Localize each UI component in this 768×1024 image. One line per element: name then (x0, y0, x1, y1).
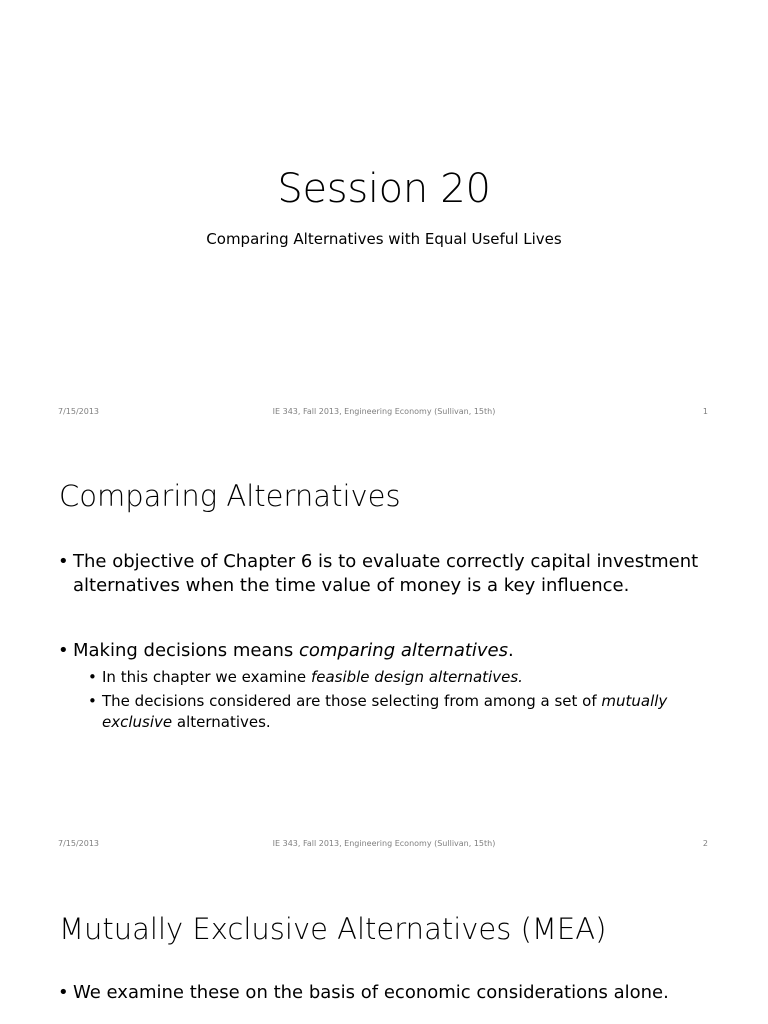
emphasis-text: mutually exclusive (102, 692, 668, 731)
slide-1 (0, 0, 768, 432)
footer-course: IE 343, Fall 2013, Engineering Economy (Sullivan, 15th) (272, 407, 496, 416)
sub-bullet-item (88, 667, 698, 688)
bullet-marker: • (58, 640, 69, 661)
slide-number: 2 (702, 839, 708, 848)
bullet-marker: • (58, 551, 69, 572)
slide-title: Mutually Exclusive Alternatives (MEA) (59, 912, 607, 946)
footer-date: 7/15/2013 (58, 407, 100, 416)
bullet-item (58, 639, 708, 663)
bullet-item (58, 981, 738, 1005)
slide-title: Comparing Alternatives (59, 479, 401, 513)
bullet-text: The objective of Chapter 6 is to evaluate correctly capital investment alternatives when the time value of money is a key influence. (73, 551, 699, 596)
bullet-marker: • (58, 982, 69, 1003)
bullet-text: We examine these on the basis of economic considerations alone. (73, 982, 669, 1003)
bullet-marker: • (88, 692, 97, 710)
footer-date: 7/15/2013 (58, 839, 100, 848)
sub-bullet-text: The decisions considered are those selecting from among a set of mutually exclusive alternatives. (102, 692, 668, 731)
emphasis-text: feasible design alternatives. (310, 668, 523, 686)
sub-bullet-text: In this chapter we examine feasible design alternatives. (102, 668, 523, 686)
bullet-marker: • (88, 668, 97, 686)
slide-number: 1 (702, 407, 708, 416)
bullet-item (58, 550, 708, 598)
sub-bullet-item (88, 691, 698, 733)
bullet-text: Making decisions means comparing alternatives. (73, 640, 514, 661)
slide-subtitle: Comparing Alternatives with Equal Useful Lives (206, 230, 562, 248)
slide-2 (0, 432, 768, 864)
slide-3 (0, 864, 768, 1024)
cut-off-bullet-line (58, 1017, 658, 1024)
slide-title: Session 20 (277, 166, 491, 212)
emphasis-text: comparing alternatives (298, 640, 509, 661)
footer-course: IE 343, Fall 2013, Engineering Economy (Sullivan, 15th) (272, 839, 496, 848)
